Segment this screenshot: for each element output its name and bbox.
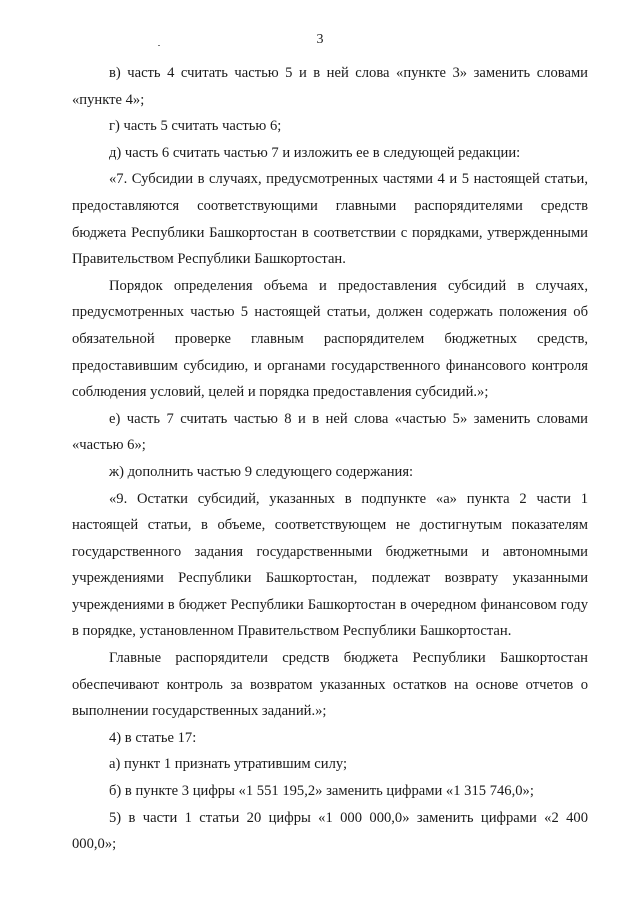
paragraph-part-7: «7. Субсидии в случаях, предусмотренных частями 4 и 5 настоящей статьи, предоставляются соответствующими главными распорядителями средств бюджета Республики Башкортостан в соответствии с порядками, утвержденными Правительством Республики Башкортостан. — [72, 171, 588, 268]
paragraph-article-17: 4) в статье 17: — [109, 729, 197, 746]
paragraph-b: б) в пункте 3 цифры «1 551 195,2» заменить цифрами «1 315 746,0»; — [109, 783, 534, 800]
paragraph-e: е) часть 7 считать частью 8 и в ней слова «частью 5» заменить словами «частью 6»; — [72, 410, 588, 454]
scan-speck — [158, 45, 160, 46]
paragraph-zh: ж) дополнить частью 9 следующего содержания: — [109, 463, 414, 480]
paragraph-d: д) часть 6 считать частью 7 и изложить ее в следующей редакции: — [109, 144, 521, 161]
paragraph-part-9: «9. Остатки субсидий, указанных в подпункте «а» пункта 2 части 1 настоящей статьи, в объеме, соответствующем не достигнутым показателям государственного задания государственными бюджетными и автономными учреждениями Республики Башкортостан, подлежат возврату указанными учреждениями в бюджет Республики Башкортостан в очередном финансовом году в порядке, установленном Правительством Республики Башкортостан. — [72, 490, 588, 640]
paragraph-a: а) пункт 1 признать утратившим силу; — [109, 756, 348, 773]
paragraph-g: г) часть 5 считать частью 6; — [109, 118, 282, 135]
document-body — [72, 60, 588, 858]
page-number: 3 — [316, 32, 324, 47]
paragraph-article-20: 5) в части 1 статьи 20 цифры «1 000 000,0» заменить цифрами «2 400 000,0»; — [72, 809, 588, 853]
paragraph-v: в) часть 4 считать частью 5 и в ней слова «пункте 3» заменить словами «пункте 4»; — [72, 65, 588, 108]
paragraph-subsidy-procedure: Порядок определения объема и предоставления субсидий в случаях, предусмотренных частью 5 настоящей статьи, должен содержать положения об обязательной проверке главным распорядителем бюджетных средств, предоставившим субсидию, и органами государственного финансового контроля соблюдения условий, целей и порядка предоставления субсидий.»; — [72, 277, 588, 401]
paragraph-control: Главные распорядители средств бюджета Республики Башкортостан обеспечивают контроль за возвратом указанных остатков на основе отчетов о выполнении государственных заданий.»; — [72, 650, 588, 720]
